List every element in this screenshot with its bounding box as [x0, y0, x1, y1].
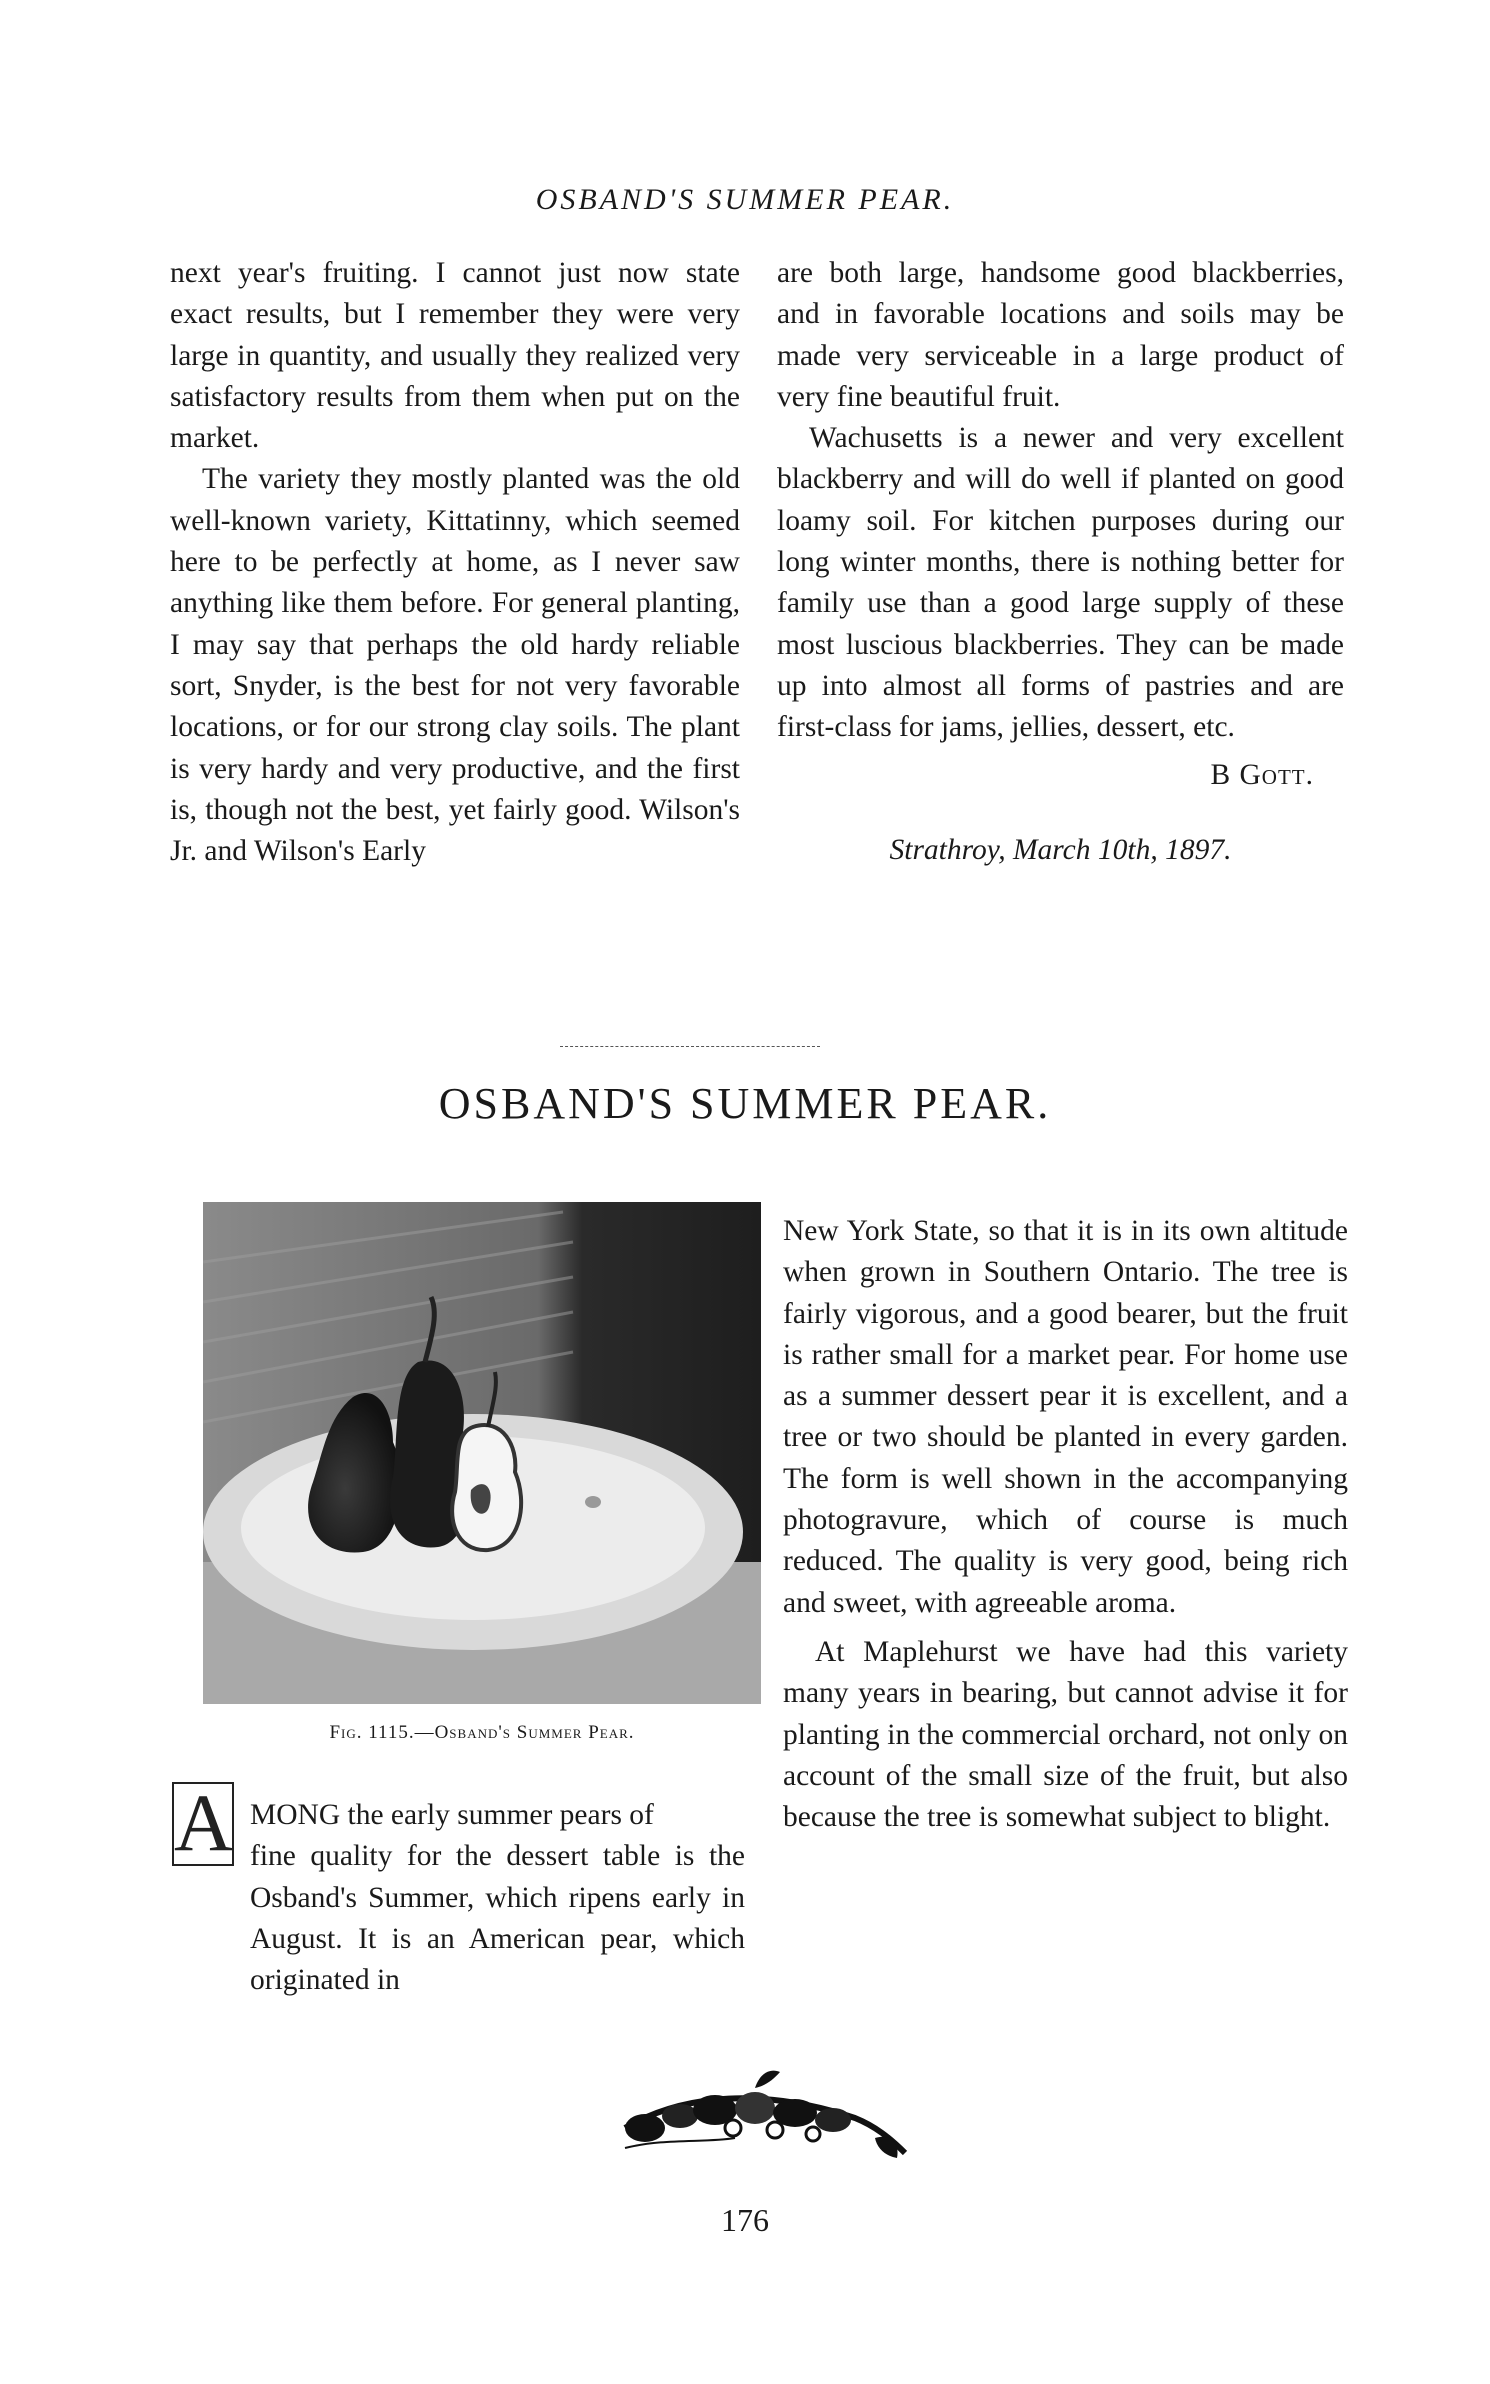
signature: B Gott. [1210, 758, 1314, 791]
page-number: 176 [721, 2202, 769, 2238]
intro-column [172, 1795, 745, 2001]
running-head: OSBAND'S SUMMER PEAR. [535, 183, 955, 216]
figure-caption: Fig. 1115.—Osband's Summer Pear. [329, 1722, 635, 1743]
paragraph: New York State, so that it is in its own altitude when grown in Southern Ontario. The tree is fairly vigorous, and a good bearer, but the fruit is rather small for a market pear. For home use as a summer dessert pear it is excellent, and a tree or two should be planted in every garden. The form is well shown in the accompanying photogravure, which of course is much reduced. The quality is very good, being rich and sweet, with agreeable aroma. [783, 1215, 1348, 1619]
paragraph: are both large, handsome good blackberries, and in favorable locations and soils may be made very serviceable in a large product of very fine beautiful fruit. [777, 257, 1344, 413]
fruit-garland-ornament-icon [605, 2058, 925, 2178]
article-left-column [170, 253, 740, 872]
article-right-column [777, 253, 1344, 871]
article-title: OSBAND'S SUMMER PEAR. [438, 1079, 1052, 1128]
paragraph: At Maplehurst we have had this variety many years in bearing, but cannot advise it for planting in the commercial orchard, not only on account of the small size of the fruit, but also because the tree is somewhat subject to blight. [783, 1635, 1348, 1834]
pear-right-column [783, 1211, 1348, 1838]
pear-photograph-icon [203, 1202, 761, 1704]
section-divider [560, 1046, 820, 1047]
dateline: Strathroy, March 10th, 1897. [889, 833, 1232, 866]
paragraph: Wachusetts is a newer and very excellent blackberry and will do well if planted on good loamy soil. For kitchen purposes during our long winter months, there is nothing better for family use than a good large supply of these most luscious blackberries. They can be made up into almost all forms of pastries and are first-class for jams, jellies, dessert, etc. [777, 422, 1344, 744]
paragraph: next year's fruiting. I cannot just now state exact results, but I remember they were very large in quantity, and usually they realized very satisfactory results from them when put on the market. [170, 257, 740, 455]
intro-first-line: MONG the early summer pears of [250, 1799, 654, 1831]
paragraph: The variety they mostly planted was the old well-known variety, Kittatinny, which seemed here to be perfectly at home, as I never saw anything like them before. For general planting, I may say that perhaps the old hardy reliable sort, Snyder, is the best for not very favorable locations, or for our strong clay soils. The plant is very hardy and very productive, and the first is, though not the best, yet fairly good. Wilson's Jr. and Wilson's Early [170, 463, 740, 868]
intro-text: fine quality for the dessert table is the Osband's Summer, which ripens early in August. It is an American pear, which originated in [250, 1840, 745, 1997]
drop-cap-letter: A [174, 1777, 234, 1868]
